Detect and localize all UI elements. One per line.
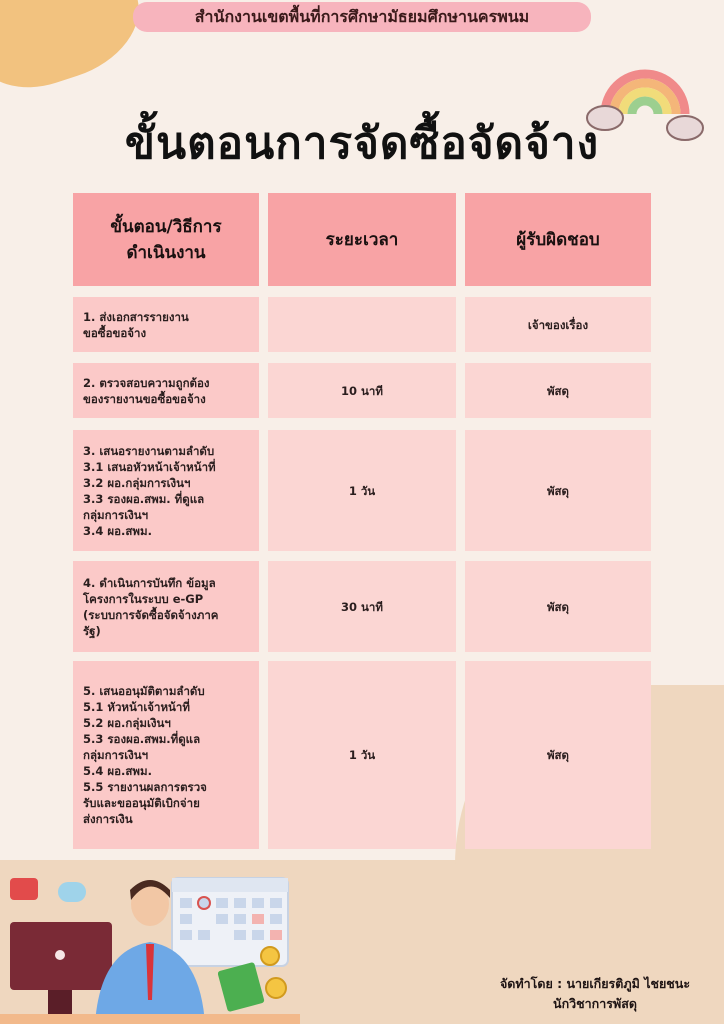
table-cell-time: 1 วัน xyxy=(268,430,456,551)
person-illustration xyxy=(0,860,300,1024)
table-header-2: ระยะเวลา xyxy=(268,193,456,286)
table-cell-step: 3. เสนอรายงานตามลำดับ 3.1 เสนอหัวหน้าเจ้าหน้าที่ 3.2 ผอ.กลุ่มการเงินฯ 3.3 รองผอ.สพม. ที่ดูแล กลุ่มการเงินฯ 3.4 ผอ.สพม. xyxy=(73,430,259,551)
table-cell-owner: พัสดุ xyxy=(465,561,651,652)
table-cell-time: 30 นาที xyxy=(268,561,456,652)
table-cell-owner: พัสดุ xyxy=(465,661,651,849)
table-header-1: ขั้นตอน/วิธีการ ดำเนินงาน xyxy=(73,193,259,286)
table-cell-time: 10 นาที xyxy=(268,363,456,418)
table-cell-owner: พัสดุ xyxy=(465,363,651,418)
table-cell-owner: พัสดุ xyxy=(465,430,651,551)
table-cell-time xyxy=(268,297,456,352)
page-title: ขั้นตอนการจัดซื้อจัดจ้าง xyxy=(124,118,600,169)
credits-author: จัดทำโดย : นายเกียรติภูมิ ไชยชนะ xyxy=(499,976,691,991)
organization-header: สำนักงานเขตพื้นที่การศึกษามัธยมศึกษานครพนม xyxy=(133,2,591,32)
table-cell-step: 2. ตรวจสอบความถูกต้อง ของรายงานขอซื้อขอจ้าง xyxy=(73,363,259,418)
table-cell-time: 1 วัน xyxy=(268,661,456,849)
table-cell-owner: เจ้าของเรื่อง xyxy=(465,297,651,352)
decorative-splash-top xyxy=(0,0,154,103)
credits-role: นักวิชาการพัสดุ xyxy=(553,996,637,1011)
table-cell-step: 1. ส่งเอกสารรายงาน ขอซื้อขอจ้าง xyxy=(73,297,259,352)
chat-bubble-icon xyxy=(10,878,38,900)
table-header-3: ผู้รับผิดชอบ xyxy=(465,193,651,286)
credits xyxy=(470,974,720,1014)
table-cell-step: 4. ดำเนินการบันทึก ข้อมูล โครงการในระบบ e-GP (ระบบการจัดซื้อจัดจ้างภาค รัฐ) xyxy=(73,561,259,652)
table-cell-step: 5. เสนออนุมัติตามลำดับ 5.1 หัวหน้าเจ้าหน้าที่ 5.2 ผอ.กลุ่มเงินฯ 5.3 รองผอ.สพม.ที่ดูแล กลุ่มการเงินฯ 5.4 ผอ.สพม. 5.5 รายงานผลการตรวจ รับและขออนุมัติเบิกจ่าย ส่งการเงิน xyxy=(73,661,259,849)
